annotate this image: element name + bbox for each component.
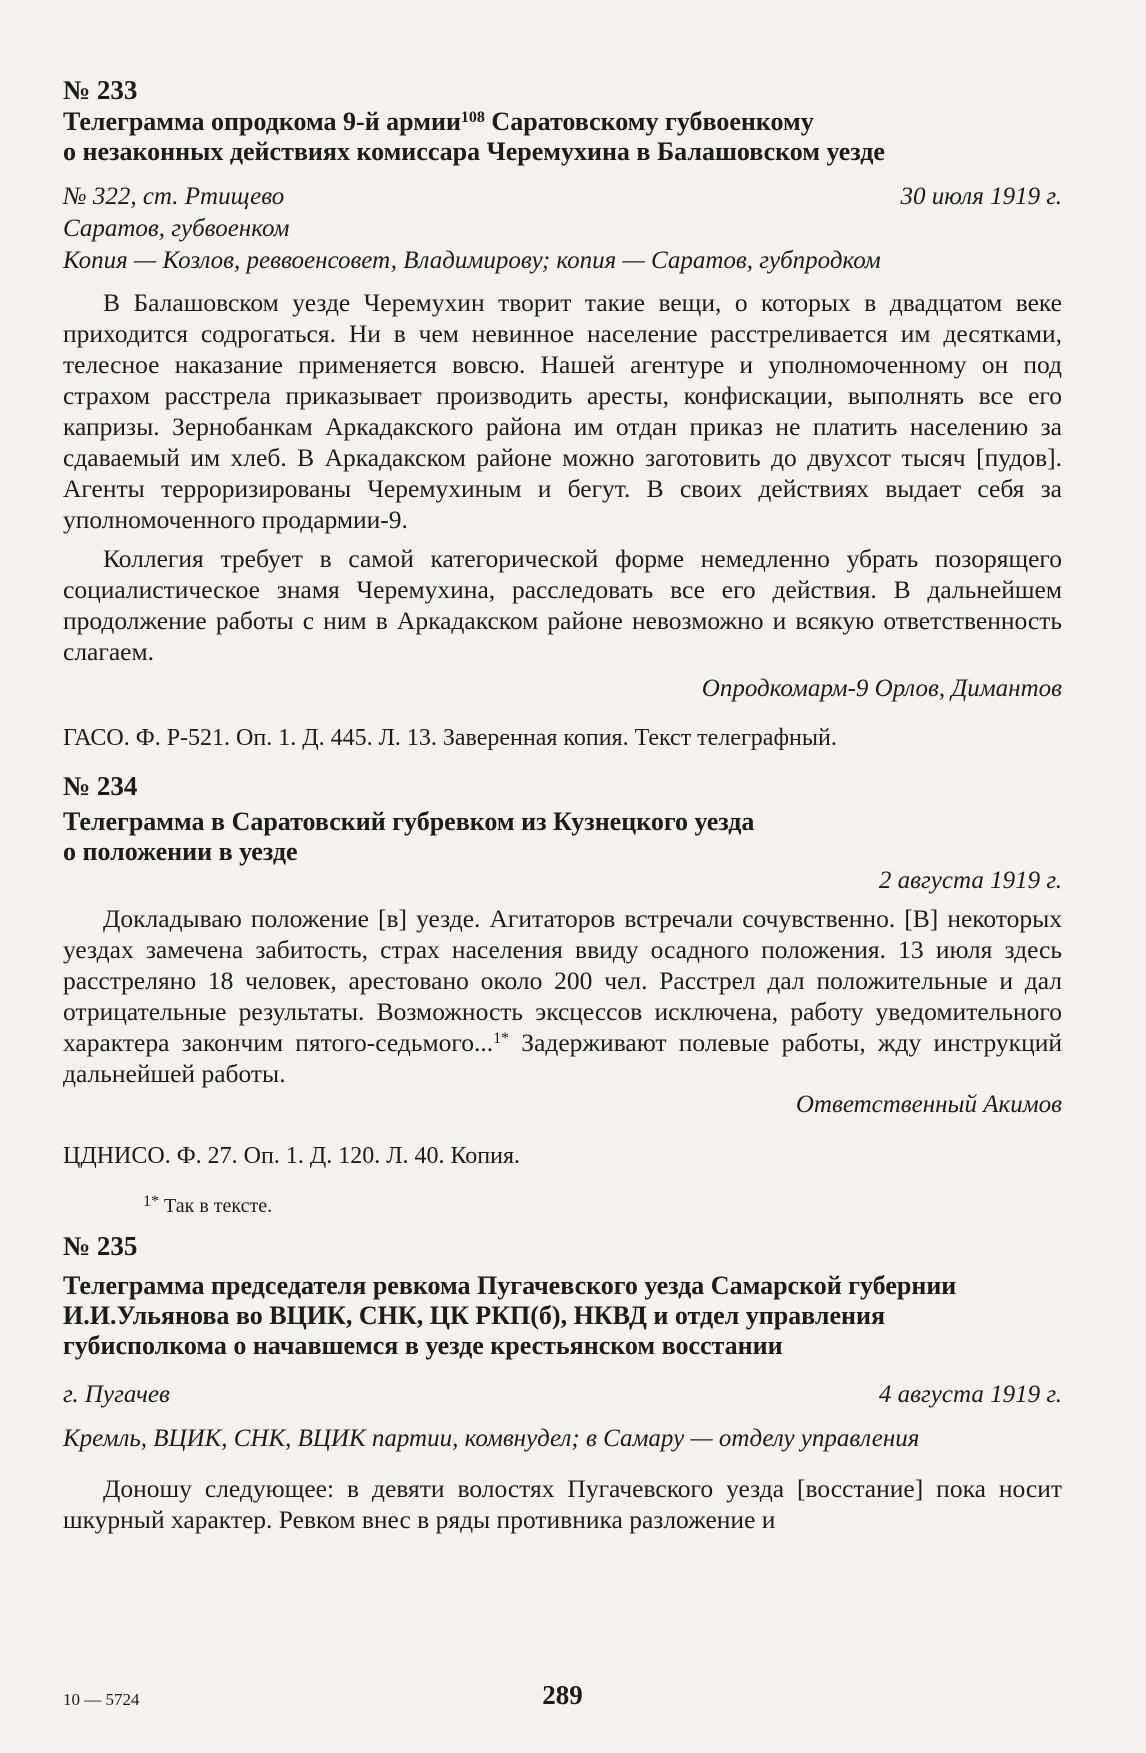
doc-235-number: № 235 (63, 1231, 138, 1261)
doc-233-paragraph-2: Коллегия требует в самой категорической форме немедленно убрать позорящего социалистическое знамя Черемухина, расследовать все его действия. В дальнейшем продолжение работы с ним в Аркадакском районе невозможно и всякую ответственность слагаем. (63, 544, 1062, 666)
doc-234-paragraph-1: Докладываю положение [в] уезде. Агитаторов встречали сочувственно. [В] некоторых уездах замечена забитость, страх населения ввиду осадного положения. 13 июля здесь расстреляно 18 человек, арестовано около 200 чел. Расстрел дал положительные и дал отрицательные результаты. Возможность эксцессов исключена, работу уведомительного характера закончим пятого-седьмого...$^{1*}$ Задерживают полевые работы, жду инструкций дальнейшей работы. (63, 904, 1063, 1088)
doc-235-addressee: Кремль, ВЦИК, СНК, ВЦИК партии, комвнудел; в Самару — отделу управления (63, 1425, 920, 1452)
doc-235-place: г. Пугачев (63, 1381, 170, 1408)
doc-233-number: № 233 (63, 75, 138, 105)
doc-234-source: ЦДНИСО. Ф. 27. Оп. 1. Д. 120. Л. 40. Копия. (63, 1143, 521, 1169)
doc-235-date: 4 августа 1919 г. (878, 1381, 1062, 1408)
doc-234-number: № 234 (63, 771, 138, 801)
doc-233-place-date (63, 181, 1062, 213)
doc-235-place-date (63, 1379, 1062, 1411)
doc-233-place: № 322, ст. Ртищево (63, 183, 285, 210)
doc-233-date: 30 июля 1919 г. (900, 183, 1062, 210)
footnote-ref-1: 1* (493, 1030, 510, 1047)
doc-233-source: ГАСО. Ф. Р-521. Оп. 1. Д. 445. Л. 13. Заверенная копия. Текст телеграфный. (63, 725, 837, 751)
page-number: 289 (542, 1680, 583, 1710)
doc-234-footnote: $^{1*}$ Так в тексте. (143, 1193, 273, 1217)
doc-234-signature: Ответственный Акимов (795, 1091, 1062, 1118)
doc-233-title: Телеграмма опродкома 9-й армии$^{108}$ Саратовскому губвоенкому о незаконных действиях комиссара Черемухина в Балашовском уезде (63, 107, 885, 166)
page-footer (63, 1680, 1062, 1710)
printer-signature-mark: 10 — 5724 (63, 1690, 140, 1709)
doc-235-paragraph-1: Доношу следующее: в девяти волостях Пугачевского уезда [восстание] пока носит шкурный характер. Ревком внес в ряды противника разложение и (63, 1474, 1062, 1534)
document-page (63, 70, 1062, 1535)
doc-233-signature: Опродкомарм-9 Орлов, Димантов (701, 675, 1062, 702)
doc-235-title: Телеграмма председателя ревкома Пугачевского уезда Самарской губернии И.И.Ульянова во ВЦИК, СНК, ЦК РКП(б), НКВД и отдел управления губисполкома о начавшемся в уезде крестьянском восстании (63, 1271, 957, 1360)
doc-233-addressee: Саратов, губвоенком (63, 215, 290, 242)
footnote-ref-108: 108 (460, 109, 485, 126)
doc-233-copies: Копия — Козлов, реввоенсовет, Владимирову; копия — Саратов, губпродком (63, 247, 881, 274)
doc-234-date: 2 августа 1919 г. (878, 867, 1062, 894)
doc-233-paragraph-1: В Балашовском уезде Черемухин творит такие вещи, о которых в двадцатом веке приходится содрогаться. Ни в чем невинное население расстреливается им десятками, телесное наказание применяется вовсю. Нашей агентуре и уполномоченному он под страхом расстрела приказывает производить аресты, конфискации, выполнять все его капризы. Зернобанкам Аркадакского района им отдан приказ не платить населению за сдаваемый им хлеб. В Аркадакском районе можно заготовить до двухсот тысяч [пудов]. Агенты терроризированы Черемухиным и бегут. В своих действиях выдает себя за уполномоченного продармии-9. (63, 288, 1062, 534)
doc-234-title: Телеграмма в Саратовский губревком из Кузнецкого уезда о положении в уезде (63, 807, 755, 866)
